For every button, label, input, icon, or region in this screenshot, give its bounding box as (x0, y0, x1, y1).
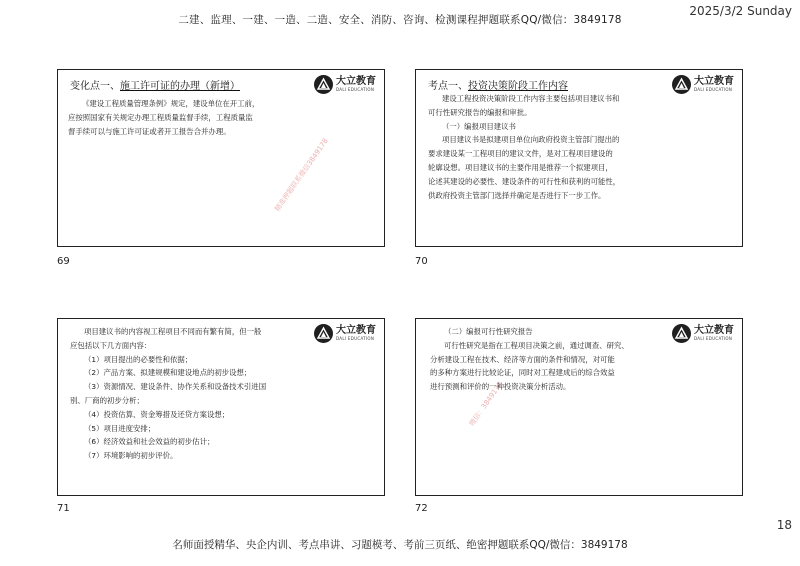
body-line: 建设工程投资决策阶段工作内容主要包括项目建议书和 (442, 94, 620, 103)
title-main: 投资决策阶段工作内容 (468, 81, 568, 92)
page-header: 二建、监理、一建、一造、二造、安全、消防、咨询、检测课程押题联系QQ/微信：3849178 (178, 14, 622, 26)
body-line: （7）环境影响的初步评价。 (84, 451, 178, 461)
logo-en-text: DALI EDUCATION (694, 336, 733, 341)
body-line: （2）产品方案、拟建规模和建设地点的初步设想； (84, 368, 252, 378)
slide-body (70, 325, 372, 463)
body-line: 供政府投资主管部门选择并确定是否进行下一步工作。 (428, 190, 606, 200)
logo-en-text: DALI EDUCATION (336, 336, 375, 341)
slide-title (428, 77, 568, 92)
body-line: 论述其建设的必要性、建设条件的可行性和获利的可能性， (428, 176, 621, 186)
body-line: 《建设工程质量管理条例》规定，建设单位在开工前， (82, 99, 260, 108)
body-line: 可行性研究报告的编报和审批。 (428, 107, 532, 117)
slide-title (70, 77, 240, 92)
body-line: （4）投资估算、资金筹措及还贷方案设想； (84, 409, 230, 419)
body-line: 督手续可以与施工许可证或者开工报告合并办理。 (68, 126, 231, 136)
body-line: 应按照国家有关规定办理工程质量监督手续，工程质量监 (68, 112, 253, 122)
slide-70 (415, 69, 743, 247)
body-line: 应包括以下几方面内容： (70, 340, 152, 350)
slide-number: 71 (57, 503, 70, 514)
slide-body (428, 92, 730, 202)
body-line: （3）资源情况、建设条件、协作关系和设备技术引进国 (84, 382, 267, 392)
body-line: （1）项目提出的必要性和依据； (84, 354, 193, 364)
body-line: （一）编报项目建议书 (442, 121, 516, 131)
body-line: 轮廓设想。项目建议书的主要作用是推荐一个拟建项目， (428, 162, 613, 172)
body-line: （5）项目进度安排； (84, 423, 156, 433)
page-number: 18 (776, 518, 792, 532)
slide-number: 69 (57, 256, 70, 267)
body-line: 项目建议书是拟建项目单位向政府投资主管部门提出的 (442, 135, 620, 145)
slide-number: 70 (415, 256, 428, 267)
body-line: （二）编报可行性研究报告 (444, 327, 533, 336)
page-footer: 名师面授精华、央企内训、考点串讲、习题模考、考前三页纸、绝密押题联系QQ/微信：3849178 (172, 539, 628, 551)
slide-body (68, 97, 372, 138)
logo-cn-text: 大立教育 (694, 325, 734, 336)
slide-body (430, 325, 730, 394)
body-line: 项目建议书的内容视工程项目不同而有繁有简，但一般 (84, 327, 262, 336)
logo-cn-text: 大立教育 (694, 76, 734, 87)
title-prefix: 变化点一、 (70, 81, 120, 92)
watermark: 精准押题联系微信3849178 (273, 136, 330, 214)
logo-en-text: DALI EDUCATION (694, 87, 733, 92)
title-prefix: 考点一、 (428, 81, 468, 92)
body-line: （6）经济效益和社会效益的初步估计； (84, 437, 215, 447)
body-line: 的多种方案进行比较论证，同时对工程建成后的综合效益 (430, 368, 615, 378)
logo-cn-text: 大立教育 (336, 325, 376, 336)
body-line: 进行预测和评价的一种投资决策分析活动。 (430, 382, 571, 392)
slide-number: 72 (415, 503, 428, 514)
body-line: 要求建设某一工程项目的建议文件，是对工程项目建设的 (428, 149, 613, 159)
dali-logo-icon (314, 75, 333, 94)
body-line: 可行性研究是指在工程项目决策之前，通过调查、研究、 (444, 340, 629, 350)
body-line: 分析建设工程在技术、经济等方面的条件和情况，对可能 (430, 354, 615, 364)
date-stamp: 2025/3/2 Sunday (689, 4, 792, 18)
body-line: 别、厂商的初步分析； (70, 395, 144, 405)
logo-cn-text: 大立教育 (336, 76, 376, 87)
slide-72 (415, 318, 743, 496)
slide-71 (57, 318, 385, 496)
title-main: 施工许可证的办理（新增） (120, 81, 240, 92)
dali-logo (314, 75, 376, 94)
slide-69 (57, 69, 385, 247)
logo-en-text: DALI EDUCATION (336, 87, 375, 92)
watermark: 微信：3849178 (467, 380, 505, 428)
